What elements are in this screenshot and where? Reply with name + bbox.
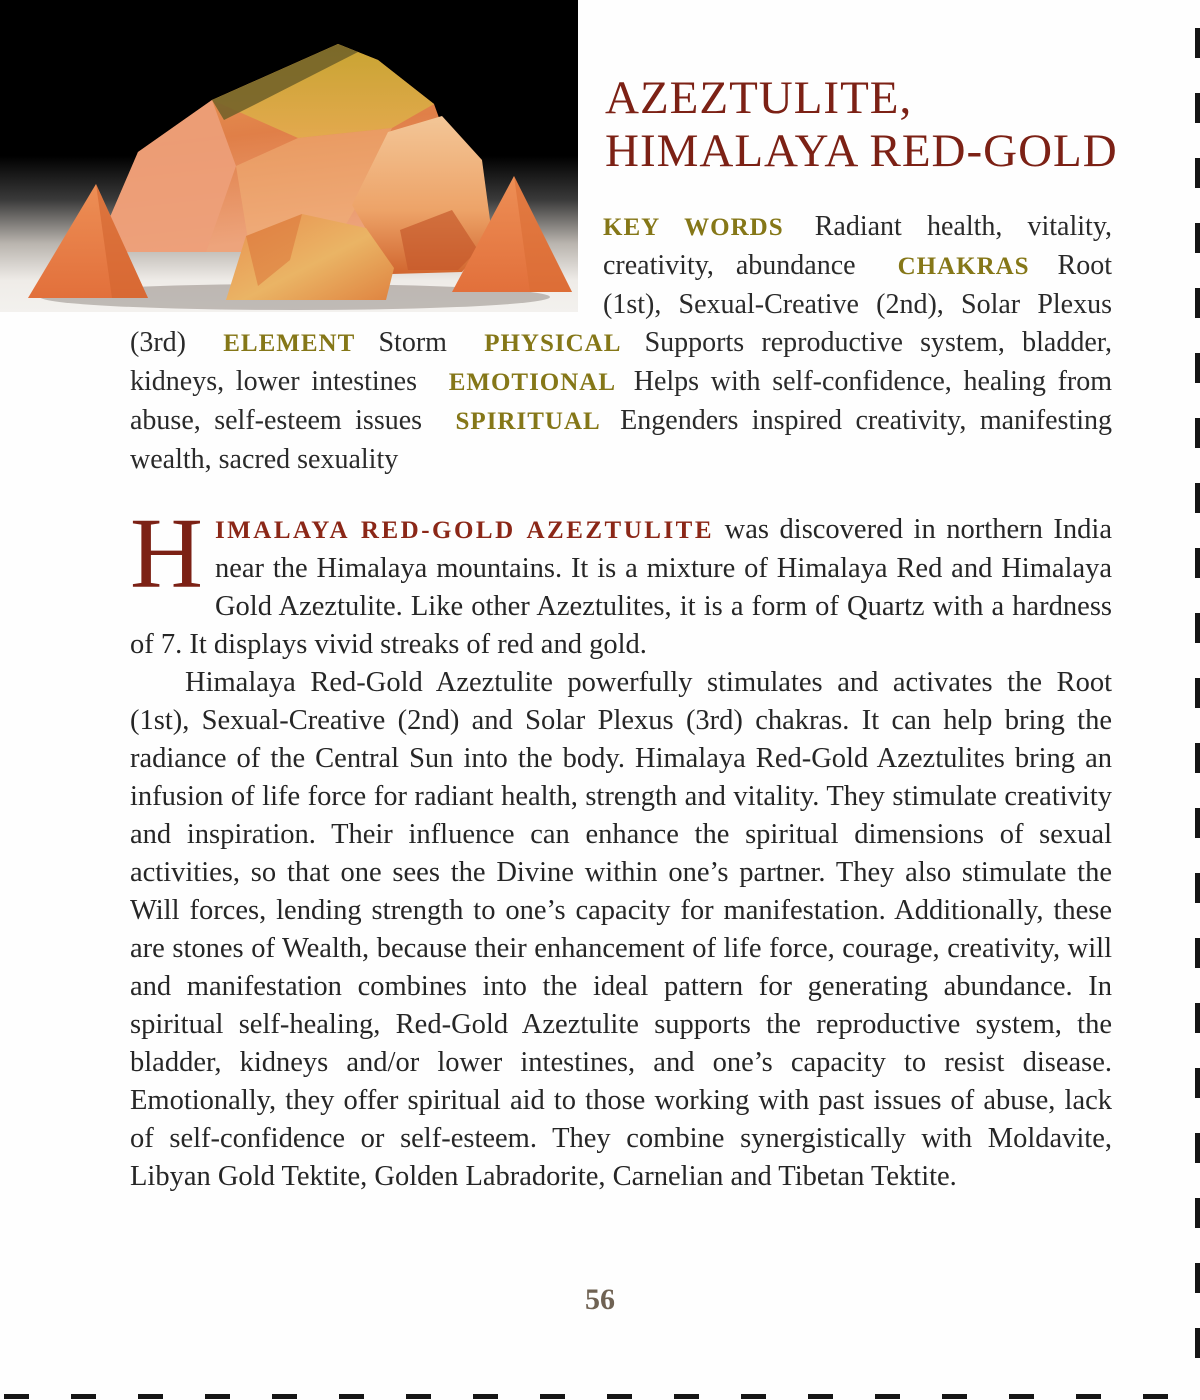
keywords-label: KEY WORDS	[603, 214, 784, 241]
element-text: Storm	[378, 327, 447, 358]
text-column	[130, 0, 1118, 1196]
chakras-text: Root (1st), Sexual-Creative (2nd), Solar Plexus (3rd)	[130, 250, 1113, 358]
page-title	[605, 0, 1118, 178]
page-number: 56	[585, 1283, 615, 1316]
body-paragraph-1	[130, 497, 1112, 664]
drop-cap: H	[130, 497, 203, 609]
page-title-line2: HIMALAYA RED-GOLD	[605, 125, 1118, 177]
page-title-line1: AZEZTULITE,	[605, 72, 913, 124]
spiritual-text: Engenders inspired creativity, manifesting wealth, sacred sexuality	[130, 405, 1113, 475]
emotional-text: Helps with self-confidence, healing from abuse, self-esteem issues	[130, 366, 1112, 436]
element-label: ELEMENT	[223, 330, 356, 357]
physical-text: Supports reproductive system, bladder, kidneys, lower intestines	[130, 327, 1112, 397]
page-edge-ticks-right	[1195, 28, 1200, 1390]
chakras-label: CHAKRAS	[897, 253, 1030, 280]
body-paragraph-2: Himalaya Red-Gold Azeztulite powerfully stimulates and activates the Root (1st), Sexual-Creative (2nd) and Solar Plexus (3rd) chakras. It can help bring the radiance of the Central Sun into the body. Himalaya Red-Gold Azeztulites bring an infusion of life force for radiant health, strength and vitality. They stimulate creativity and inspiration. Their influence can enhance the spiritual dimensions of sexual activities, so that one sees the Divine within one’s partner. They also stimulate the Will forces, lending strength to one’s capacity for manifestation. Additionally, these are stones of Wealth, because their enhancement of life force, courage, creativity, will and manifestation combines into the ideal pattern for generating abundance. In spiritual self-healing, Red-Gold Azeztulite supports the reproductive system, the bladder, kidneys and/or lower intestines, and one’s capacity to resist disease. Emotionally, they offer spiritual aid to those working with past issues of abuse, lack of self-confidence or self-esteem. They combine synergistically with Moldavite, Libyan Gold Tektite, Golden Labradorite, Carnelian and Tibetan Tektite.	[130, 667, 1112, 1192]
spiritual-label: SPIRITUAL	[455, 408, 601, 435]
keywords-text: Radiant health, vitality, creativity, abundance	[603, 211, 1112, 281]
physical-label: PHYSICAL	[484, 330, 622, 357]
emotional-label: EMOTIONAL	[448, 369, 617, 396]
photo-wrap-spacer	[130, 0, 603, 312]
lead-smallcaps: IMALAYA RED-GOLD AZEZTULITE	[214, 517, 715, 544]
page-edge-ticks-bottom	[4, 1394, 1196, 1399]
body-paragraph-1-text: was discovered in northern India near the Himalaya mountains. It is a mixture of Himalaya Red and Himalaya Gold Azeztulite. Like other Azeztulites, it is a form of Quartz with a hardness of 7. It displays vivid streaks of red and gold.	[130, 514, 1112, 660]
